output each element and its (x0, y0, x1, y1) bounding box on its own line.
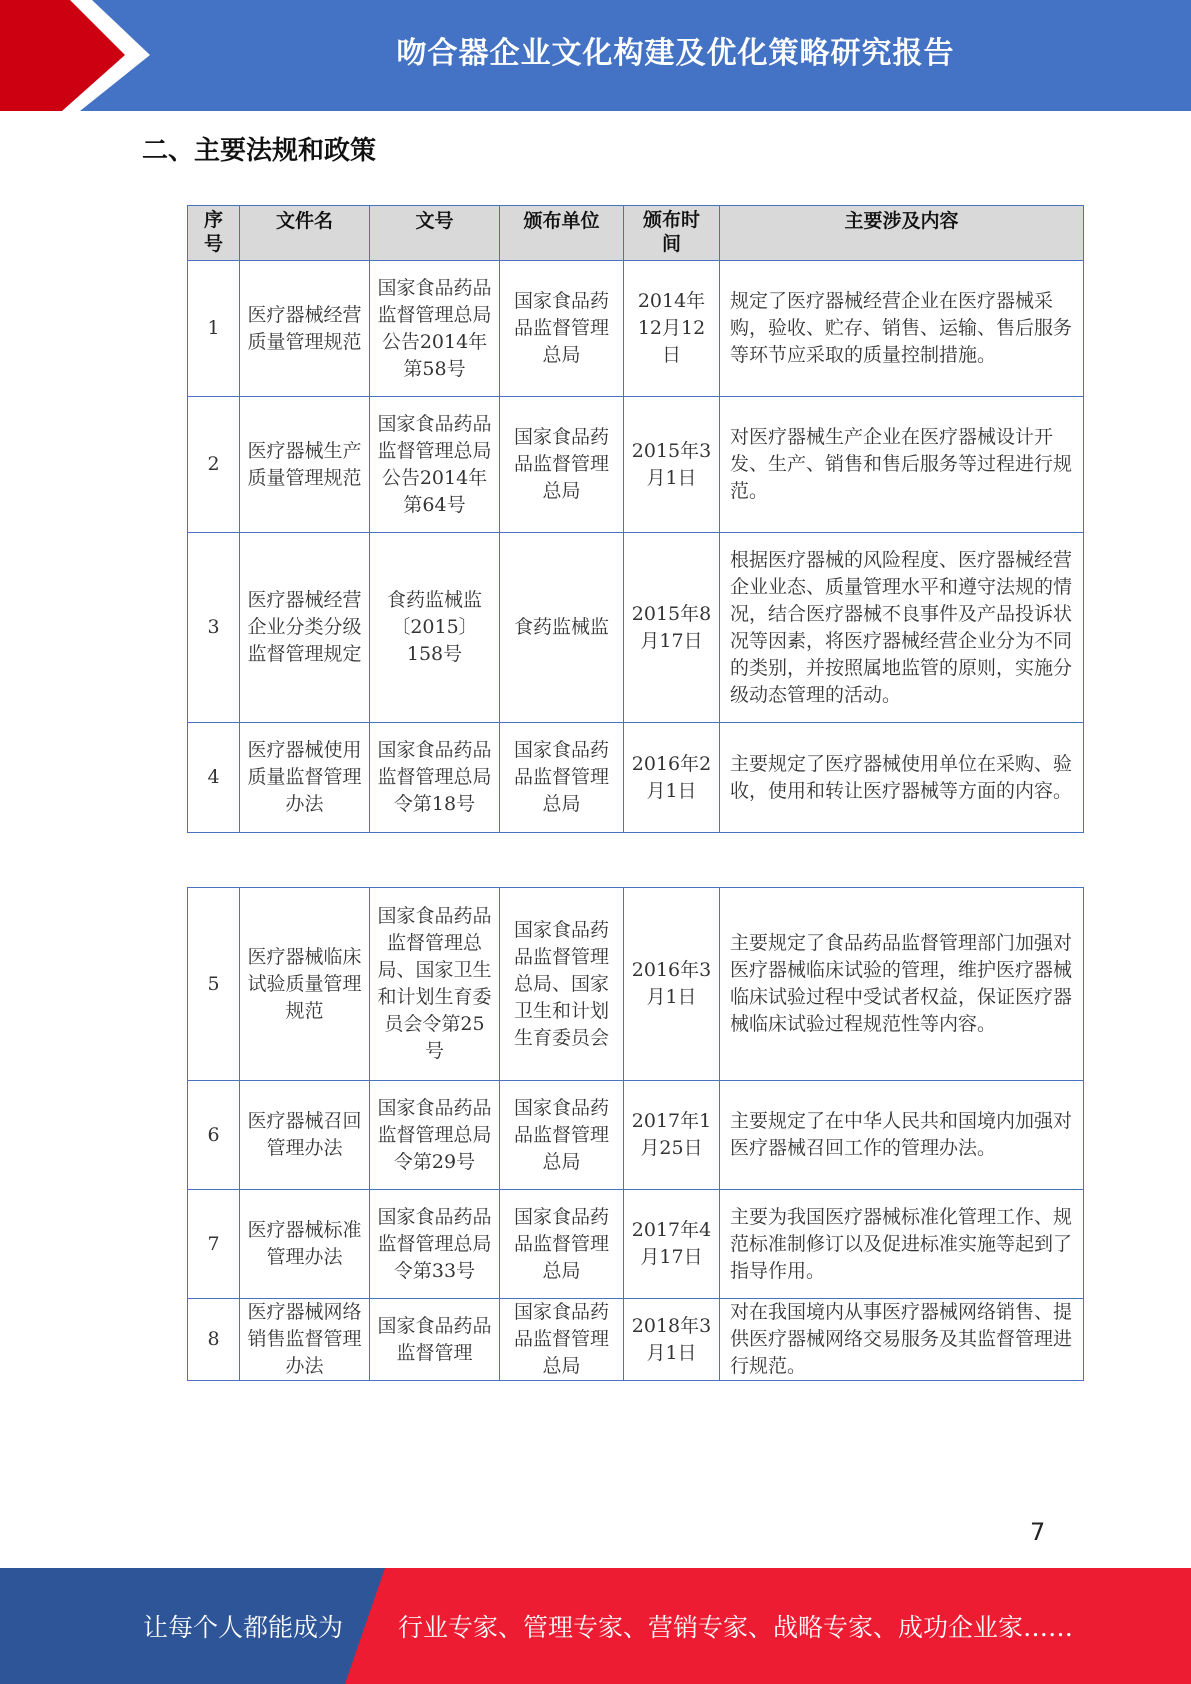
page-number: 7 (1030, 1518, 1046, 1546)
row-issuer: 国家食品药品监督管理总局、国家卫生和计划生育委员会 (500, 888, 624, 1081)
footer-slogan-left: 让每个人都能成为 (143, 1613, 344, 1642)
row-index: 8 (188, 1299, 240, 1381)
row-date: 2017年4月17日 (624, 1190, 720, 1299)
row-index: 3 (188, 533, 240, 723)
header-arrow-decoration (0, 0, 150, 111)
row-doc-number: 国家食品药品监督管理总局令第29号 (370, 1081, 500, 1190)
row-file-name: 医疗器械临床试验质量管理规范 (240, 888, 370, 1081)
column-header-content: 主要涉及内容 (720, 206, 1084, 261)
column-header-issuer: 颁布单位 (500, 206, 624, 261)
row-date: 2018年3月1日 (624, 1299, 720, 1381)
row-issuer: 国家食品药品监督管理总局 (500, 261, 624, 397)
row-file-name: 医疗器械生产质量管理规范 (240, 397, 370, 533)
row-index: 6 (188, 1081, 240, 1190)
row-issuer: 国家食品药品监督管理总局 (500, 1299, 624, 1381)
row-date: 2015年3月1日 (624, 397, 720, 533)
column-header-date: 颁布时 间 (624, 206, 720, 261)
column-header-doc-number: 文号 (370, 206, 500, 261)
regulations-table-part1 (187, 205, 1084, 833)
row-content: 主要为我国医疗器械标准化管理工作、规范标准制修订以及促进标准实施等起到了指导作用。 (720, 1190, 1084, 1299)
row-file-name: 医疗器械经营质量管理规范 (240, 261, 370, 397)
row-index: 1 (188, 261, 240, 397)
regulations-table-part2 (187, 887, 1084, 1381)
row-doc-number: 国家食品药品监督管理总局令第33号 (370, 1190, 500, 1299)
row-file-name: 医疗器械召回管理办法 (240, 1081, 370, 1190)
table-row (188, 888, 1084, 1081)
row-doc-number: 国家食品药品监督管理总局令第18号 (370, 723, 500, 833)
row-issuer: 国家食品药品监督管理总局 (500, 397, 624, 533)
report-title: 吻合器企业文化构建及优化策略研究报告 (396, 36, 955, 71)
page-footer (0, 1568, 1191, 1684)
row-doc-number: 国家食品药品监督管理总局公告2014年第58号 (370, 261, 500, 397)
row-content: 主要规定了在中华人民共和国境内加强对医疗器械召回工作的管理办法。 (720, 1081, 1084, 1190)
row-file-name: 医疗器械网络销售监督管理办法 (240, 1299, 370, 1381)
row-issuer: 国家食品药品监督管理总局 (500, 1190, 624, 1299)
row-content: 根据医疗器械的风险程度、医疗器械经营企业业态、质量管理水平和遵守法规的情况，结合医疗器械不良事件及产品投诉状况等因素，将医疗器械经营企业分为不同的类别，并按照属地监管的原则，实施分级动态管理的活动。 (720, 533, 1084, 723)
row-index: 7 (188, 1190, 240, 1299)
row-content: 对医疗器械生产企业在医疗器械设计开发、生产、销售和售后服务等过程进行规范。 (720, 397, 1084, 533)
row-file-name: 医疗器械标准管理办法 (240, 1190, 370, 1299)
row-issuer: 国家食品药品监督管理总局 (500, 1081, 624, 1190)
row-date: 2017年1月25日 (624, 1081, 720, 1190)
footer-slogan-right: 行业专家、管理专家、营销专家、战略专家、成功企业家…… (398, 1613, 1074, 1642)
row-content: 主要规定了医疗器械使用单位在采购、验收，使用和转让医疗器械等方面的内容。 (720, 723, 1084, 833)
row-content: 对在我国境内从事医疗器械网络销售、提供医疗器械网络交易服务及其监督管理进行规范。 (720, 1299, 1084, 1381)
row-date: 2016年3月1日 (624, 888, 720, 1081)
row-doc-number: 国家食品药品监督管理总局公告2014年第64号 (370, 397, 500, 533)
row-index: 2 (188, 397, 240, 533)
table-row (188, 397, 1084, 533)
row-date: 2014年12月12日 (624, 261, 720, 397)
row-issuer: 国家食品药品监督管理总局 (500, 723, 624, 833)
row-date: 2016年2月1日 (624, 723, 720, 833)
row-index: 4 (188, 723, 240, 833)
row-doc-number: 国家食品药品监督管理总局、国家卫生和计划生育委员会令第25号 (370, 888, 500, 1081)
page-header (0, 0, 1191, 111)
row-issuer: 食药监械监 (500, 533, 624, 723)
table-row (188, 261, 1084, 397)
section-heading: 二、主要法规和政策 (142, 136, 377, 166)
table-row (188, 1299, 1084, 1381)
table-header-row (188, 206, 1084, 261)
column-header-file-name: 文件名 (240, 206, 370, 261)
row-file-name: 医疗器械经营企业分类分级监督管理规定 (240, 533, 370, 723)
table-row (188, 1190, 1084, 1299)
table-row (188, 1081, 1084, 1190)
row-doc-number: 国家食品药品监督管理 (370, 1299, 500, 1381)
row-file-name: 医疗器械使用质量监督管理办法 (240, 723, 370, 833)
row-doc-number: 食药监械监〔2015〕158号 (370, 533, 500, 723)
row-index: 5 (188, 888, 240, 1081)
row-content: 规定了医疗器械经营企业在医疗器械采购，验收、贮存、销售、运输、售后服务等环节应采取的质量控制措施。 (720, 261, 1084, 397)
table-row (188, 533, 1084, 723)
column-header-index: 序 号 (188, 206, 240, 261)
row-date: 2015年8月17日 (624, 533, 720, 723)
table-row (188, 723, 1084, 833)
row-content: 主要规定了食品药品监督管理部门加强对医疗器械临床试验的管理，维护医疗器械临床试验过程中受试者权益，保证医疗器械临床试验过程规范性等内容。 (720, 888, 1084, 1081)
